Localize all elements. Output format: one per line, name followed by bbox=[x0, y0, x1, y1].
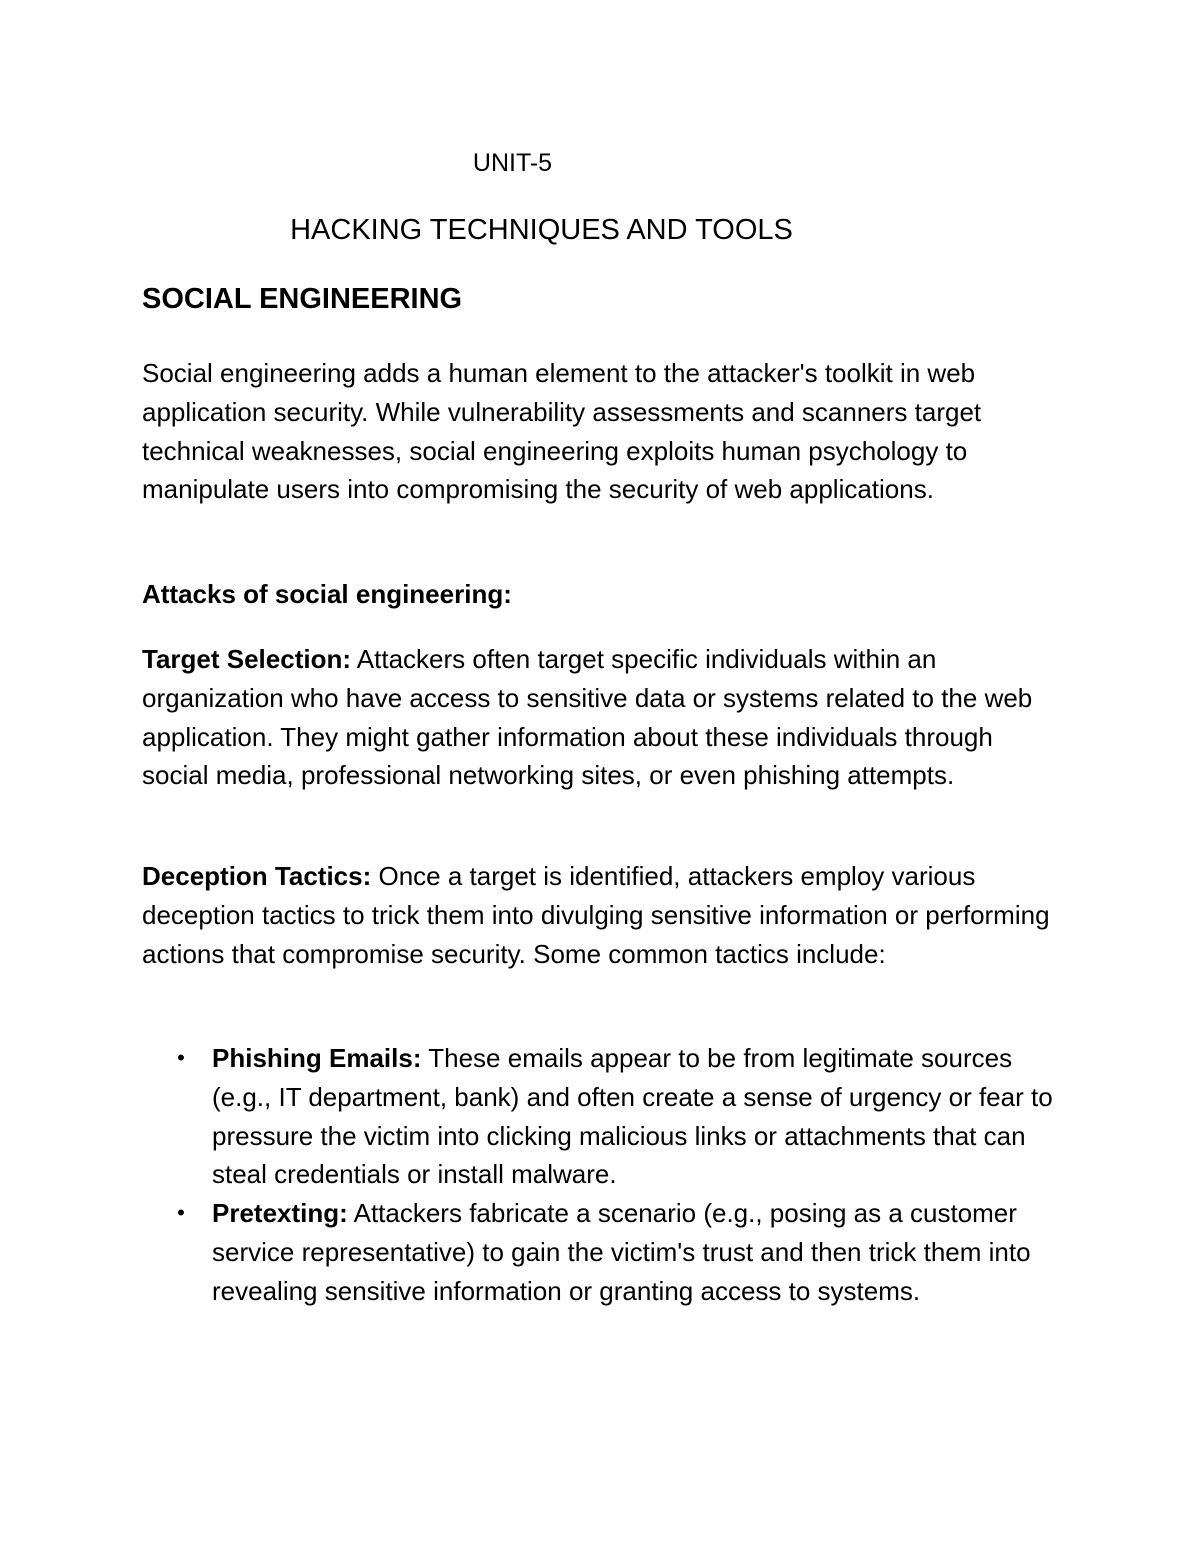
unit-label: UNIT-5 bbox=[472, 149, 553, 177]
list-item bbox=[142, 1194, 1057, 1310]
phishing-emails-label: Phishing Emails: bbox=[212, 1043, 422, 1073]
list-item bbox=[142, 1039, 1057, 1194]
bullet-icon: • bbox=[177, 1200, 185, 1226]
attacks-heading: Attacks of social engineering: bbox=[142, 579, 512, 609]
deception-tactics-text: Once a target is identified, attackers employ various deception tactics to trick them into divulging sensitive information or performing actions that compromise security. Some common tactics include: bbox=[142, 861, 1050, 969]
phishing-emails-text: These emails appear to be from legitimate sources (e.g., IT department, bank) and often create a sense of urgency or fear to pressure the victim into clicking malicious links or attachments that can steal credentials or install malware. bbox=[212, 1043, 1053, 1190]
document-title: HACKING TECHNIQUES AND TOOLS bbox=[290, 214, 793, 246]
target-selection-label: Target Selection: bbox=[142, 644, 352, 674]
deception-tactics-paragraph bbox=[142, 857, 1057, 973]
section-heading: SOCIAL ENGINEERING bbox=[142, 283, 463, 315]
tactics-list bbox=[142, 1039, 1057, 1311]
deception-tactics-label: Deception Tactics: bbox=[142, 861, 372, 891]
intro-paragraph: Social engineering adds a human element to the attacker's toolkit in web application security. While vulnerability assessments and scanners target technical weaknesses, social engineering exploits human psychology to manipulate users into compromising the security of web applications. bbox=[142, 358, 982, 505]
target-selection-text: Attackers often target specific individuals within an organization who have access to sensitive data or systems related to the web application. They might gather information about these individuals through social media, professional networking sites, or even phishing attempts. bbox=[142, 644, 1033, 791]
pretexting-label: Pretexting: bbox=[212, 1198, 348, 1229]
bullet-icon: • bbox=[177, 1045, 185, 1070]
pretexting-text: Attackers fabricate a scenario (e.g., posing as a customer service representative) to gain the victim's trust and then trick them into revealing sensitive information or granting access to systems. bbox=[212, 1198, 1031, 1306]
target-selection-paragraph bbox=[142, 640, 1057, 795]
